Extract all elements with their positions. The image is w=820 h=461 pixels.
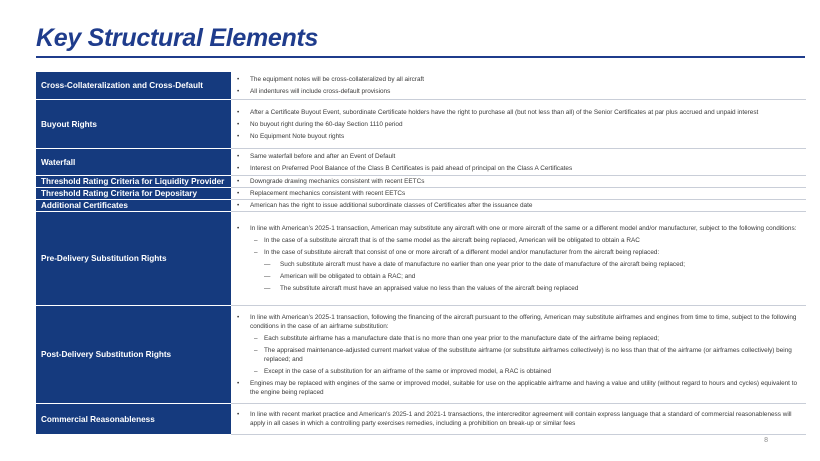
bullet-text: American has the right to issue additional subordinate classes of Certificates after the issuance date [250,202,533,209]
bullet-item [234,152,798,161]
bullet-item [234,236,798,245]
bullet-marker: • [237,225,240,232]
bullet-marker: — [264,273,271,280]
bullet-text: In the case of substitute aircraft that consist of one or more aircraft of a different model and/or manufacturer from the aircraft being replaced: [264,249,660,256]
bullet-item [234,260,798,269]
row-label: Waterfall [36,149,231,176]
row-content [231,72,806,99]
bullet-text: In the case of a substitute aircraft that is of the same model as the aircraft being replaced, American will be obligated to obtain a RAC [264,237,640,244]
page-number: 8 [764,437,768,444]
bullet-marker: – [254,237,258,244]
row-content [231,149,806,175]
bullet-marker: – [254,367,258,375]
bullet-text: The equipment notes will be cross-collateralized by all aircraft [250,76,425,83]
bullet-item [234,379,798,397]
bullet-text: The appraised maintenance-adjusted current market value of the substitute airframe (or substitute airframes collectively) is no less than that of the airframe (or airframes collectively) being replaced; and [264,346,792,363]
row-label: Cross-Collateralization and Cross-Default [36,72,231,100]
bullet-marker: • [237,88,240,95]
table-row [36,149,806,176]
bullet-item [234,224,798,233]
row-content [231,100,806,148]
bullet-item [234,189,798,198]
bullet-marker: • [237,152,240,160]
bullet-item [234,201,798,210]
bullet-text: Interest on Preferred Pool Balance of the Class B Certificates is paid ahead of principal on the Class A Certificates [250,164,573,172]
row-content [231,212,806,305]
bullet-text: Downgrade drawing mechanics consistent with recent EETCs [250,178,425,185]
bullet-text: Such substitute aircraft must have a date of manufacture no earlier than one year prior to the date of manufacture of the aircraft being replaced; [280,261,685,268]
bullet-marker: • [237,411,240,418]
bullet-marker: • [237,76,240,83]
bullet-item [234,346,798,364]
bullet-item [234,284,798,293]
bullet-item [234,272,798,281]
bullet-marker: • [237,190,240,197]
row-content [231,188,806,199]
bullet-marker: • [237,313,240,321]
bullet-text: In line with recent market practice and American’s 2025-1 and 2021-1 transactions, the intercreditor agreement will contain express language that a standard of commercial reasonableness will apply in all cases in which a controlling party exercises remedies, including a prohibition on break-up or similar fees [250,411,792,427]
bullet-item [234,334,798,343]
row-content [231,176,806,187]
bullet-item [234,87,798,96]
row-label: Commercial Reasonableness [36,404,231,435]
row-label: Pre-Delivery Substitution Rights [36,212,231,306]
row-label: Post-Delivery Substitution Rights [36,306,231,404]
bullet-item [234,177,798,186]
bullet-item [234,120,798,129]
table-row [36,306,806,404]
bullet-text: Replacement mechanics consistent with recent EETCs [250,190,406,197]
bullet-item [234,75,798,84]
bullet-marker: • [237,178,240,185]
bullet-item [234,248,798,257]
bullet-marker: – [254,346,258,354]
row-content [231,306,806,403]
bullet-marker: • [237,120,240,128]
bullet-marker: — [264,285,271,292]
row-label: Buyout Rights [36,100,231,149]
row-label: Threshold Rating Criteria for Depositary [36,188,231,200]
bullet-marker: • [237,202,240,209]
page-title: Key Structural Elements [36,24,319,52]
table-row [36,176,806,188]
row-label: Threshold Rating Criteria for Liquidity Provider [36,176,231,188]
bullet-text: Same waterfall before and after an Event of Default [250,152,396,160]
bullet-text: Engines may be replaced with engines of the same or improved model, suitable for use on the applicable airframe and having a value and utility (without regard to hours and cycles) equivalent to the engine being replaced [250,379,798,396]
bullet-text: After a Certificate Buyout Event, subordinate Certificate holders have the right to purchase all (but not less than all) of the Senior Certificates at par plus accrued and unpaid interest [250,108,759,116]
table-row [36,188,806,200]
bullet-text: In line with American’s 2025-1 transaction, American may substitute any aircraft with one or more aircraft of the same or a different model and/or manufacturer, subject to the following conditions: [250,225,797,232]
table-row [36,212,806,306]
bullet-marker: • [237,164,240,172]
bullet-marker: • [237,132,240,140]
bullet-item [234,108,798,117]
bullet-marker: • [237,108,240,116]
table-row [36,404,806,435]
structural-elements-table [36,72,806,435]
bullet-text: No Equipment Note buyout rights [250,132,345,140]
bullet-item [234,164,798,173]
row-content [231,404,806,434]
row-label: Additional Certificates [36,200,231,212]
bullet-marker: • [237,379,240,387]
bullet-marker: — [264,261,271,268]
bullet-text: In line with American’s 2025-1 transaction, following the financing of the aircraft pursuant to the offering, American may substitute airframes and engines from time to time, subject to the following conditions in the case of an airframe substitution: [250,313,797,330]
bullet-text: Except in the case of a substitution for an airframe of the same or improved model, a RAC is obtained [264,367,552,375]
bullet-item [234,313,798,331]
row-content [231,200,806,211]
bullet-marker: – [254,249,258,256]
table-row [36,200,806,212]
bullet-item [234,132,798,141]
bullet-marker: – [254,334,258,342]
table-row [36,72,806,100]
bullet-text: American will be obligated to obtain a RAC; and [280,273,416,280]
table-row [36,100,806,149]
bullet-text: The substitute aircraft must have an appraised value no less than the values of the aircraft being replaced [280,285,579,292]
bullet-item [234,367,798,376]
bullet-item [234,410,798,428]
bullet-text: Each substitute airframe has a manufacture date that is no more than one year prior to the manufacture date of the airframe being replaced; [264,334,660,342]
title-divider [36,56,805,58]
bullet-text: No buyout right during the 60-day Section 1110 period [250,120,403,128]
bullet-text: All indentures will include cross-default provisions [250,88,391,95]
